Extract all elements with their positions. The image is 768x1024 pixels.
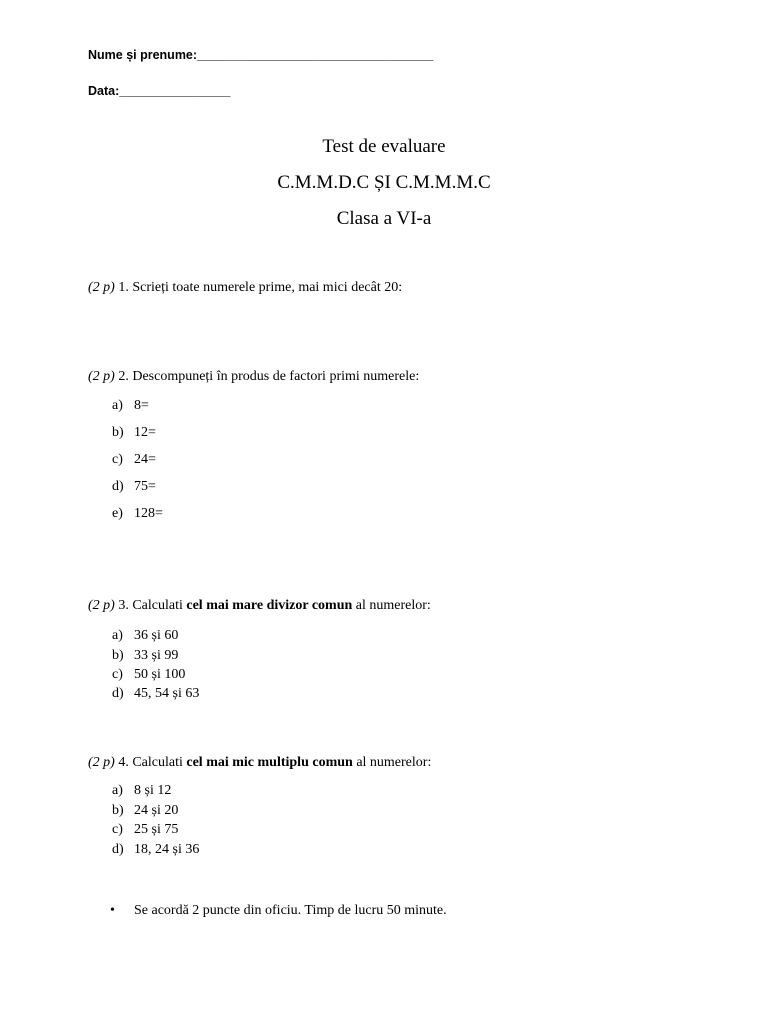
item-label: b) [112,425,124,440]
item-value: 128= [134,506,163,521]
test-class: Clasa a VI-a [336,208,432,229]
item-label: a) [112,628,123,643]
question-points: (2 p) [88,369,115,384]
item-label: b) [112,648,124,663]
test-title: Test de evaluare [322,136,446,157]
question-emphasis: cel mai mic multiplu comun [186,755,353,770]
question-text: 4. Calculati [114,755,187,770]
question-points: (2 p) [88,755,115,770]
item-label: c) [112,822,123,837]
item-label: a) [112,783,123,798]
question-points: (2 p) [88,280,115,295]
question-points: (2 p) [88,598,115,613]
item-value: 45, 54 și 63 [134,686,200,701]
item-value: 36 și 60 [134,628,179,643]
question-text-end: al numerelor: [352,598,431,613]
item-value: 8 și 12 [134,783,172,798]
item-value: 8= [134,398,149,413]
item-label: d) [112,479,124,494]
question-text: 1. Scrieți toate numerele prime, mai mici decât 20: [114,280,403,295]
item-label: c) [112,452,123,467]
item-label: c) [112,667,123,682]
question-2 [88,369,419,385]
question-text-end: al numerelor: [352,755,432,770]
item-label: d) [112,842,124,857]
footer-note [110,903,447,919]
test-subject: C.M.M.D.C ȘI C.M.M.M.C [277,172,491,193]
item-label: e) [112,506,123,521]
item-value: 33 și 99 [134,648,179,663]
question-emphasis: cel mai mare divizor comun [186,598,353,613]
item-value: 12= [134,425,156,440]
question-3 [88,598,431,614]
item-value: 18, 24 și 36 [134,842,200,857]
question-text: 3. Calculati [114,598,187,613]
item-value: 24 și 20 [134,803,179,818]
question-1 [88,280,402,296]
item-value: 24= [134,452,156,467]
item-label: a) [112,398,123,413]
name-field-label: Nume și prenume:__________________________________ [88,48,434,62]
question-text: 2. Descompuneți în produs de factori primi numerele: [114,369,420,384]
footer-note-text: Se acordă 2 puncte din oficiu. Timp de lucru 50 minute. [134,903,447,918]
question-4 [88,755,431,771]
date-field-label: Data:________________ [88,84,231,98]
item-label: b) [112,803,124,818]
item-value: 50 și 100 [134,667,186,682]
item-value: 75= [134,479,156,494]
item-value: 25 și 75 [134,822,179,837]
item-label: d) [112,686,124,701]
bullet-icon: • [110,903,115,918]
